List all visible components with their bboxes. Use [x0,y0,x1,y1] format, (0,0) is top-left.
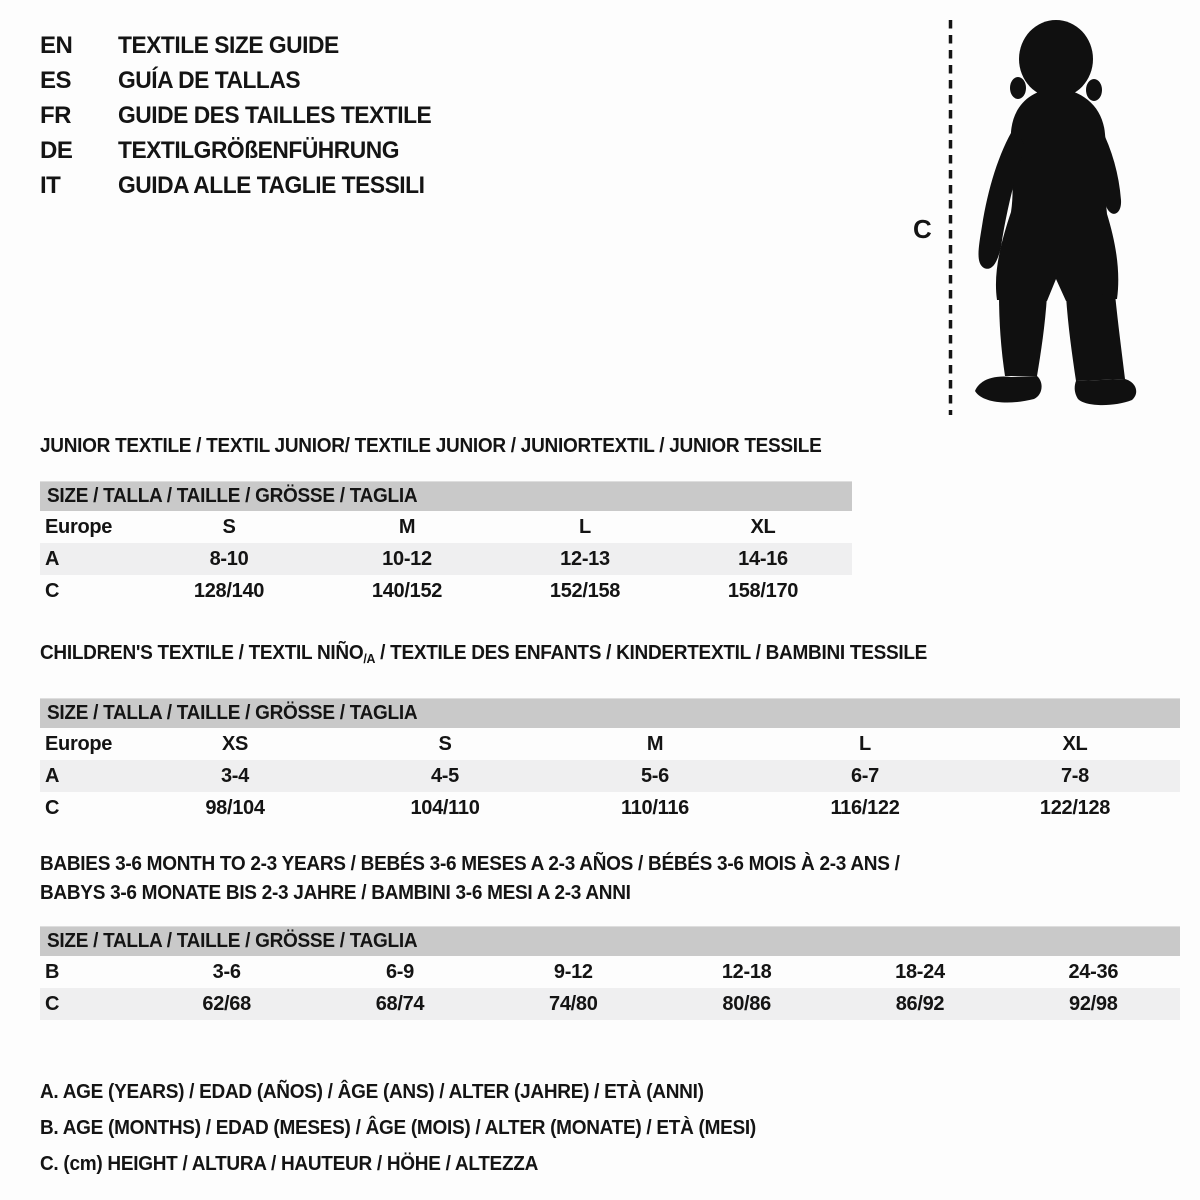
language-list [40,28,448,203]
row-label: Europe [45,515,113,538]
size-cell: 12-13 [560,547,610,570]
table-row-c [40,792,1180,824]
size-cell: M [646,732,664,755]
junior-section-title: JUNIOR TEXTILE / TEXTIL JUNIOR/ TEXTILE JUNIOR / JUNIORTEXTIL / JUNIOR TESSILE [40,435,822,457]
size-cell: 86/92 [895,992,945,1015]
children-section [40,641,1180,824]
size-cell: 8-10 [209,547,249,570]
lang-title: GUIDE DES TAILLES TEXTILE [118,101,432,129]
height-measure-label: C [913,214,932,244]
size-cell: 6-9 [385,960,414,983]
table-row-a [40,543,852,575]
size-cell: 3-6 [212,960,241,983]
size-cell: 18-24 [895,960,945,983]
lang-title: TEXTILE SIZE GUIDE [118,31,339,59]
size-cell: 62/68 [202,992,251,1015]
size-cell: 12-18 [721,960,772,983]
children-title-post: / TEXTILE DES ENFANTS / KINDERTEXTIL / BAMBINI TESSILE [375,642,928,664]
size-cell: 110/116 [621,796,689,819]
babies-section-title-line2: BABYS 3-6 MONATE BIS 2-3 JAHRE / BAMBINI 3-6 MESI A 2-3 ANNI [40,882,631,904]
size-cell: S [438,732,452,755]
table-row-europe [40,511,852,543]
table-row-b [40,956,1180,988]
size-cell: S [222,515,236,538]
table-row-c [40,575,852,607]
size-cell: 9-12 [553,960,593,983]
size-cell: 92/98 [1069,992,1118,1015]
size-cell: 74/80 [549,992,598,1015]
size-cell: 14-16 [738,547,788,570]
lang-row-en [40,28,448,63]
height-figure [935,10,1165,422]
legend-notes [40,1074,794,1182]
children-size-table [40,698,1180,824]
size-cell: 3-4 [220,764,249,787]
size-cell: 24-36 [1068,960,1119,983]
note-c: C. (cm) HEIGHT / ALTURA / HAUTEUR / HÖHE / ALTEZZA [40,1153,539,1175]
lang-title: GUÍA DE TALLAS [118,66,301,94]
lang-code: IT [40,171,61,199]
size-cell: XS [221,732,249,755]
size-header-bar [40,698,1180,728]
row-label: C [45,992,60,1015]
lang-row-es [40,63,448,98]
row-label: A [45,547,60,570]
junior-size-table [40,481,852,607]
lang-row-fr [40,98,448,133]
lang-code: FR [40,101,71,129]
note-a: A. AGE (YEARS) / EDAD (AÑOS) / ÂGE (ANS) / ALTER (JAHRE) / ETÀ (ANNI) [40,1081,704,1103]
size-cell: XL [750,515,776,538]
size-cell: 128/140 [193,579,265,602]
table-row-a [40,760,1180,792]
babies-size-table [40,926,1180,1020]
lang-title: TEXTILGRÖßENFÜHRUNG [118,136,400,164]
size-cell: 80/86 [722,992,771,1015]
lang-code: DE [40,136,73,164]
size-header-bar [40,481,852,511]
table-row-c [40,988,1180,1020]
lang-row-de [40,133,448,168]
note-b: B. AGE (MONTHS) / EDAD (MESES) / ÂGE (MOIS) / ALTER (MONATE) / ETÀ (MESI) [40,1117,756,1139]
row-label: A [45,764,60,787]
babies-section [40,850,1180,1020]
lang-code: ES [40,66,72,94]
row-label: Europe [45,732,113,755]
size-cell: 122/128 [1039,796,1111,819]
size-header-label: SIZE / TALLA / TAILLE / GRÖSSE / TAGLIA [47,485,418,507]
size-header-bar [40,926,1180,956]
babies-section-title-line1: BABIES 3-6 MONTH TO 2-3 YEARS / BEBÉS 3-6 MESES A 2-3 AÑOS / BÉBÉS 3-6 MOIS À 2-3 ANS / [40,853,900,875]
size-cell: 7-8 [1060,764,1089,787]
size-cell: 68/74 [375,992,425,1015]
size-cell: 152/158 [549,579,621,602]
size-cell: M [398,515,416,538]
lang-row-it [40,168,448,203]
lang-title: GUIDA ALLE TAGLIE TESSILI [118,171,425,199]
size-cell: 116/122 [830,796,900,819]
size-cell: 4-5 [430,764,459,787]
size-cell: 6-7 [850,764,879,787]
junior-section [40,434,852,607]
toddler-silhouette-icon [975,20,1136,405]
table-row-europe [40,728,1180,760]
row-label: C [45,796,60,819]
size-cell: 140/152 [371,579,443,602]
size-cell: 10-12 [382,547,432,570]
row-label: B [45,960,60,983]
size-cell: 158/170 [727,579,799,602]
row-label: C [45,579,60,602]
children-title-sub: /A [363,651,376,666]
children-section-title [40,641,1123,671]
size-header-label: SIZE / TALLA / TAILLE / GRÖSSE / TAGLIA [47,702,418,724]
children-title-pre: CHILDREN'S TEXTILE / TEXTIL NIÑO [40,642,364,664]
size-cell: L [859,732,871,755]
size-cell: 98/104 [205,796,265,819]
size-cell: L [579,515,591,538]
size-cell: 5-6 [640,764,669,787]
size-cell: XL [1062,732,1088,755]
lang-code: EN [40,31,73,59]
size-cell: 104/110 [410,796,480,819]
size-header-label: SIZE / TALLA / TAILLE / GRÖSSE / TAGLIA [47,930,418,952]
